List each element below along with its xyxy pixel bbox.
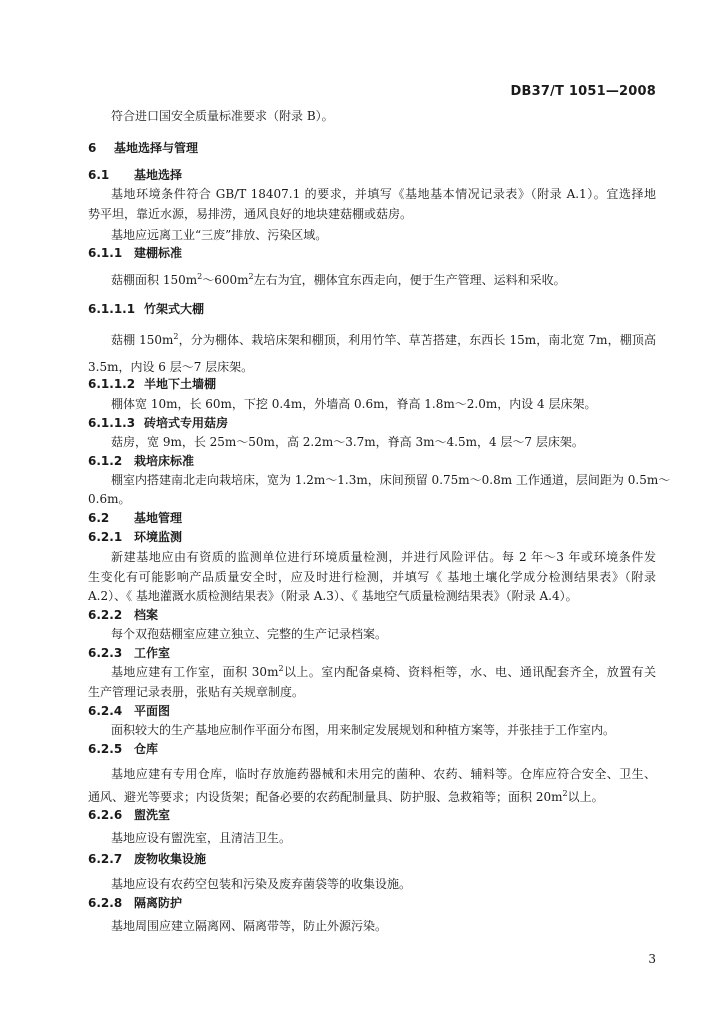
paragraph-line: 基地应远离工业“三废”排放、污染区域。 — [111, 228, 328, 242]
section-title: 半地下土墙棚 — [144, 377, 217, 391]
paragraph-line: 3.5m，内设 6 层～7 层床架。 — [88, 360, 254, 374]
section-title: 仓库 — [134, 742, 159, 756]
section-title: 盥洗室 — [134, 808, 171, 822]
section-title: 砖培式专用菇房 — [144, 416, 229, 430]
section-number: 6.2 — [88, 511, 110, 525]
section-heading-6-2-3 — [88, 645, 656, 661]
section-number: 6.2.4 — [88, 704, 123, 718]
section-heading-6-2-1 — [88, 529, 656, 545]
paragraph-line: 基地应建有工作室，面积 $30m^2$以上。室内配备桌椅、资料柜等，水、电、通讯配套齐全，放置有关 — [111, 664, 656, 679]
section-title: 基地选择 — [134, 168, 183, 182]
section-number: 6.2.3 — [88, 646, 123, 660]
section-number: 6 — [88, 141, 97, 155]
section-title: 建棚标准 — [134, 246, 183, 260]
section-heading-6-1 — [88, 167, 656, 183]
section-heading-6-2-2 — [88, 607, 656, 623]
paragraph-line: 棚室内搭建南北走向栽培床，宽为 1.2m～1.3m，床间预留 0.75m～0.8m 工作通道，层间距为 0.5m～ — [111, 473, 671, 487]
section-heading-6-2 — [88, 510, 656, 526]
section-number: 6.2.8 — [88, 896, 123, 910]
section-number: 6.2.1 — [88, 530, 123, 544]
section-number: 6.1.1 — [88, 246, 123, 260]
paragraph-line: 菇棚面积 $150m^2\sim 600m^2$左右为宜，棚体宜东西走向，便于生产管理、运料和采收。 — [111, 272, 566, 287]
standard-code-header: DB37/T 1051—2008 — [510, 84, 656, 99]
paragraph-line: 0.6m。 — [88, 492, 131, 506]
paragraph-line: 生产管理记录表册，张贴有关规章制度。 — [88, 685, 305, 699]
section-title: 竹架式大棚 — [144, 302, 205, 316]
section-heading-6 — [88, 140, 656, 156]
paragraph-line: 每个双孢菇棚室应建立独立、完整的生产记录档案。 — [111, 627, 388, 641]
paragraph-line: 基地应设有盥洗室，且清洁卫生。 — [111, 831, 292, 845]
section-number: 6.2.6 — [88, 808, 123, 822]
section-heading-6-1-1-1 — [88, 301, 656, 317]
paragraph-line: 菇棚 $150m^2$，分为棚体、栽培床架和棚顶，利用竹竿、草苫搭建，东西长 15m，南北宽 7m，棚顶高 — [111, 332, 656, 347]
paragraph-line: 生变化有可能影响产品质量安全时，应及时进行检测，并填写《 基地土壤化学成分检测结果表》（附录 — [88, 570, 656, 584]
section-title: 工作室 — [134, 646, 171, 660]
section-number: 6.1.1.3 — [88, 416, 136, 430]
section-title: 平面图 — [134, 704, 171, 718]
section-heading-6-1-1-2 — [88, 376, 656, 392]
section-number: 6.2.5 — [88, 742, 123, 756]
paragraph-line: 面积较大的生产基地应制作平面分布图，用来制定发展规划和种植方案等，并张挂于工作室内。 — [111, 723, 616, 737]
paragraph-line: 符合进口国安全质量标准要求（附录 B）。 — [111, 109, 334, 123]
section-number: 6.1.2 — [88, 454, 123, 468]
paragraph-line: 通风、避光等要求；内设货架；配备必要的农药配制量具、防护服、急救箱等；面积 $20m^2$以上。 — [88, 789, 604, 804]
section-title: 基地管理 — [134, 511, 183, 525]
section-heading-6-2-6 — [88, 807, 656, 823]
paragraph-line: A.2）、《 基地灌溉水质检测结果表》（附录 A.3）、《 基地空气质量检测结果表》（附录 A.4）。 — [88, 589, 578, 603]
paragraph-line: 基地周围应建立隔离网、隔离带等，防止外源污染。 — [111, 919, 388, 933]
section-title: 档案 — [134, 608, 159, 622]
section-heading-6-1-1 — [88, 245, 656, 261]
section-title: 基地选择与管理 — [114, 141, 199, 155]
paragraph-line: 基地应设有农药空包装和污染及废弃菌袋等的收集设施。 — [111, 877, 412, 891]
paragraph-line: 新建基地应由有资质的监测单位进行环境质量检测，并进行风险评估。每 2 年～3 年或环境条件发 — [111, 550, 656, 564]
section-heading-6-2-8 — [88, 895, 656, 911]
paragraph-line: 基地环境条件符合 GB/T 18407.1 的要求，并填写《基地基本情况记录表》（附录 A.1）。宜选择地 — [111, 187, 656, 201]
section-heading-6-1-1-3 — [88, 415, 656, 431]
section-title: 废物收集设施 — [134, 852, 207, 866]
paragraph-line: 势平坦，靠近水源，易排涝，通风良好的地块建菇棚或菇房。 — [88, 207, 413, 221]
section-number: 6.2.2 — [88, 608, 123, 622]
section-number: 6.2.7 — [88, 852, 123, 866]
page-number: 3 — [648, 952, 656, 966]
section-number: 6.1.1.2 — [88, 377, 136, 391]
section-heading-6-1-2 — [88, 453, 656, 469]
paragraph-line: 基地应建有专用仓库，临时存放施药器械和未用完的菌种、农药、辅料等。仓库应符合安全、卫生、 — [111, 767, 656, 781]
section-number: 6.1 — [88, 168, 110, 182]
section-heading-6-2-5 — [88, 741, 656, 757]
section-number: 6.1.1.1 — [88, 302, 136, 316]
paragraph-line: 棚体宽 10m，长 60m，下挖 0.4m，外墙高 0.6m，脊高 1.8m～2.0m，内设 4 层床架。 — [111, 397, 597, 411]
section-heading-6-2-4 — [88, 703, 656, 719]
section-title: 环境监测 — [134, 530, 183, 544]
section-title: 隔离防护 — [134, 896, 183, 910]
paragraph-line: 菇房，宽 9m，长 25m～50m，高 2.2m～3.7m，脊高 3m～4.5m，4 层～7 层床架。 — [111, 435, 584, 449]
section-heading-6-2-7 — [88, 851, 656, 867]
section-title: 栽培床标准 — [134, 454, 195, 468]
